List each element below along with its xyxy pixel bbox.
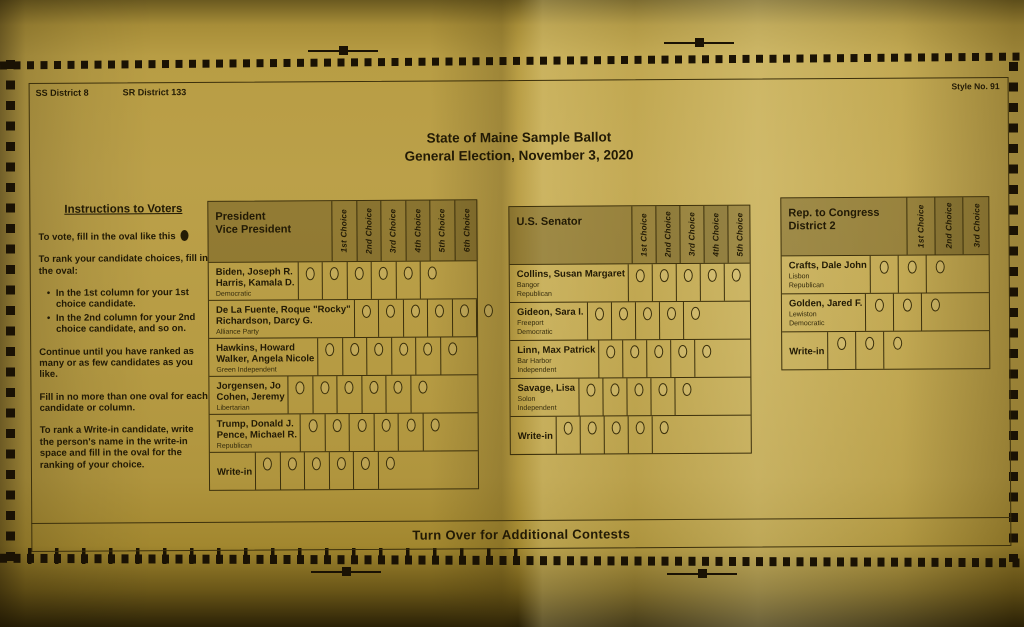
choice-column-header	[962, 197, 990, 254]
registration-mark-icon	[308, 50, 378, 52]
candidate-row	[209, 336, 477, 376]
choice-cell	[658, 302, 682, 339]
candidate-name: Linn, Max Patrick	[517, 344, 596, 357]
choice-oval-icon	[362, 305, 371, 318]
choice-oval-icon	[330, 267, 339, 280]
candidate-detail: Republican	[216, 442, 252, 450]
choice-column-header	[454, 200, 479, 260]
candidate-name-cell	[209, 376, 287, 413]
choice-oval-icon	[484, 304, 493, 317]
candidate-name: Harris, Kamala D.	[215, 277, 295, 289]
choice-oval-icon	[320, 381, 329, 394]
candidate-name: Write-in	[216, 466, 253, 478]
choice-cell	[670, 340, 694, 377]
choice-column-label: 5th Choice	[735, 212, 745, 257]
choice-cell	[674, 378, 698, 415]
choice-oval-icon	[678, 345, 687, 358]
choice-column-header	[380, 201, 405, 261]
choice-oval-icon	[610, 383, 619, 396]
choice-column-header	[631, 206, 655, 263]
choice-oval-icon	[634, 383, 643, 396]
choice-cell	[297, 262, 322, 299]
candidate-name: Write-in	[517, 430, 553, 442]
instruction-write-in: To rank a Write-in candidate, write the person's name in the write-in space and fill in the oval for the ranking of your choice.	[39, 424, 194, 471]
choice-oval-icon	[350, 343, 359, 356]
choice-cell	[578, 379, 602, 416]
choice-cell	[255, 452, 280, 489]
choice-cell	[602, 378, 626, 415]
choice-cell	[893, 294, 921, 331]
choice-oval-icon	[263, 458, 272, 471]
candidate-detail: Lewiston	[788, 311, 817, 319]
choice-cell	[312, 376, 337, 413]
timing-marks-left	[6, 60, 15, 565]
choice-column-label: 1st Choice	[916, 204, 926, 248]
registration-mark-icon	[667, 573, 737, 575]
choice-cell	[300, 414, 325, 451]
choice-cell	[353, 452, 378, 489]
candidate-row	[510, 301, 750, 340]
ss-district-label: SS District 8	[35, 87, 89, 98]
timing-marks-top	[0, 53, 1024, 70]
candidate-row	[510, 377, 750, 416]
instruction-bullet: • In the 1st column for your 1st choice candidate.	[45, 287, 209, 311]
choice-cell	[556, 417, 580, 454]
choice-oval-icon	[893, 337, 902, 350]
choice-cell	[598, 340, 622, 377]
choice-oval-icon	[404, 267, 413, 280]
candidate-name: Pence, Michael R.	[216, 429, 298, 441]
choice-oval-icon	[564, 422, 573, 435]
candidate-row	[210, 450, 478, 490]
contest-president	[207, 199, 479, 491]
office-title-line: President	[215, 210, 266, 223]
choice-cell	[610, 302, 634, 339]
instruction-vote-text: To vote, fill in the oval like this	[38, 230, 176, 243]
candidate-name: De La Fuente, Roque "Rocky"	[215, 304, 351, 316]
choice-oval-icon	[837, 337, 846, 350]
choice-cell	[652, 264, 676, 301]
instruction-bullet: • In the 2nd column for your 2nd choice candidate, and so on.	[45, 312, 209, 336]
choice-oval-icon	[630, 345, 639, 358]
candidate-name-cell	[209, 262, 298, 300]
candidate-row	[782, 254, 989, 293]
choice-oval-icon	[931, 298, 940, 311]
candidate-detail: Green Independent	[216, 366, 277, 374]
choice-oval-icon	[903, 299, 912, 312]
choice-cell	[342, 338, 367, 375]
candidate-name: Jorgensen, Jo	[216, 380, 281, 392]
choice-column-header	[356, 201, 381, 261]
candidate-row	[782, 292, 989, 331]
choice-oval-icon	[379, 267, 388, 280]
turn-over-banner: Turn Over for Additional Contests	[31, 517, 1011, 551]
choice-oval-icon	[382, 419, 391, 432]
choice-cell	[336, 376, 361, 413]
instruction-continue: Continue until you have ranked as many or as few candidates as you like.	[39, 345, 194, 381]
office-title-line: District 2	[788, 220, 836, 233]
candidate-name-cell	[209, 338, 317, 376]
contest-office-title	[781, 198, 906, 256]
instruction-rank: To rank your candidate choices, fill in the oval:	[38, 253, 208, 277]
choice-oval-icon	[345, 381, 354, 394]
candidate-name: Hawkins, Howard	[216, 342, 295, 354]
choice-oval-icon	[612, 421, 621, 434]
choice-cell	[422, 413, 447, 450]
choice-cell	[724, 264, 748, 301]
choice-cell	[427, 299, 452, 336]
choice-oval-icon	[588, 422, 597, 435]
contest-header-row	[208, 200, 476, 262]
contest-rep-congress-district2	[780, 196, 990, 370]
choice-oval-icon	[374, 343, 383, 356]
contest-header-row	[781, 197, 988, 255]
choice-column-label: 1st Choice	[639, 213, 649, 257]
choice-cell	[378, 452, 403, 489]
choice-cell	[324, 414, 349, 451]
candidate-row	[510, 263, 750, 302]
choice-cell	[329, 452, 354, 489]
choice-cell	[349, 414, 374, 451]
style-number-label: Style No. 91	[951, 81, 1000, 92]
choice-oval-icon	[357, 419, 366, 432]
choice-oval-icon	[361, 457, 370, 470]
choice-oval-icon	[732, 269, 741, 282]
choice-column-header	[429, 200, 454, 260]
choice-cell	[415, 337, 440, 374]
choice-oval-icon	[394, 381, 403, 394]
choice-column-label: 1st Choice	[339, 209, 349, 253]
choice-oval-icon	[880, 261, 889, 274]
registration-mark-icon	[311, 571, 381, 573]
choice-oval-icon	[684, 269, 693, 282]
choice-cell	[628, 416, 652, 453]
choice-oval-icon	[875, 299, 884, 312]
choice-oval-icon	[306, 267, 315, 280]
candidate-name-cell	[782, 256, 870, 294]
candidate-detail: Alliance Party	[216, 328, 259, 336]
choice-cell	[420, 261, 445, 298]
choice-cell	[452, 299, 477, 336]
choice-oval-icon	[369, 381, 378, 394]
choice-cell	[476, 299, 501, 336]
choice-oval-icon	[288, 457, 297, 470]
choice-cell	[366, 338, 391, 375]
candidate-detail: Independent	[517, 366, 557, 374]
candidate-row	[209, 260, 477, 300]
choice-oval-icon	[418, 381, 427, 394]
choice-oval-icon	[594, 307, 603, 320]
choice-cell	[626, 378, 650, 415]
choice-cell	[921, 293, 949, 330]
candidate-detail: Republican	[516, 290, 552, 298]
choice-cell	[700, 264, 724, 301]
choice-column-header	[331, 201, 356, 261]
choice-column-label: 5th Choice	[437, 208, 447, 253]
candidate-name: Gideon, Sara I.	[516, 306, 584, 319]
choice-column-header	[727, 206, 751, 263]
filled-oval-icon	[181, 230, 189, 241]
choice-oval-icon	[386, 457, 395, 470]
candidate-name: Golden, Jared F.	[788, 297, 863, 310]
candidate-detail: Libertarian	[216, 404, 250, 412]
choice-cell	[410, 376, 435, 413]
choice-oval-icon	[386, 305, 395, 318]
instructions-panel	[38, 203, 210, 482]
choice-oval-icon	[435, 304, 444, 317]
choice-oval-icon	[296, 381, 305, 394]
candidate-name-cell	[510, 303, 587, 340]
choice-cell	[403, 300, 428, 337]
candidate-name-cell	[209, 300, 354, 338]
choice-oval-icon	[411, 305, 420, 318]
choice-column-label: 3rd Choice	[687, 212, 697, 257]
candidate-name-cell	[782, 332, 827, 369]
ballot-title	[30, 126, 1008, 168]
candidate-name: Savage, Lisa	[517, 382, 576, 395]
choice-oval-icon	[312, 457, 321, 470]
candidate-name-cell	[210, 414, 300, 452]
choice-oval-icon	[618, 307, 627, 320]
choice-oval-icon	[428, 267, 437, 280]
choice-cell	[322, 262, 347, 299]
candidate-name-cell	[210, 453, 255, 490]
district-labels	[36, 87, 221, 98]
choice-oval-icon	[936, 260, 945, 273]
choice-cell	[398, 414, 423, 451]
choice-oval-icon	[308, 419, 317, 432]
choice-oval-icon	[865, 337, 874, 350]
candidate-detail: Lisbon	[788, 273, 810, 281]
candidate-name: Walker, Angela Nicole	[216, 353, 315, 365]
candidate-name: Cohen, Jeremy	[216, 391, 285, 403]
candidate-row	[511, 415, 751, 454]
choice-oval-icon	[337, 457, 346, 470]
choice-cell	[586, 302, 610, 339]
choice-cell	[870, 256, 898, 293]
candidate-name-cell	[510, 341, 598, 379]
choice-column-header	[679, 206, 703, 263]
candidate-detail: Democratic	[517, 328, 553, 336]
choice-oval-icon	[406, 419, 415, 432]
choice-oval-icon	[702, 345, 711, 358]
choice-oval-icon	[708, 269, 717, 282]
choice-oval-icon	[355, 267, 364, 280]
choice-cell	[628, 264, 652, 301]
candidate-name: Trump, Donald J.	[216, 418, 294, 430]
candidate-detail: Republican	[788, 282, 824, 290]
candidate-detail: Bangor	[516, 281, 540, 289]
choice-column-label: 2nd Choice	[364, 207, 374, 255]
choice-cell	[898, 256, 926, 293]
choice-oval-icon	[682, 383, 691, 396]
candidate-detail: Democratic	[789, 320, 825, 328]
candidate-name: Crafts, Dale John	[788, 259, 867, 272]
choice-column-header	[906, 197, 934, 254]
choice-column-label: 6th Choice	[462, 208, 472, 253]
candidate-row	[210, 412, 478, 452]
candidate-row	[782, 330, 989, 369]
registration-mark-icon	[664, 42, 734, 44]
choice-cell	[855, 332, 883, 369]
contest-us-senator	[508, 205, 752, 455]
choice-column-label: 3rd Choice	[388, 208, 398, 253]
sr-district-label: SR District 133	[122, 87, 187, 98]
ballot-title-line1: State of Maine Sample Ballot	[426, 129, 612, 146]
choice-cell	[646, 340, 670, 377]
candidate-detail: Freeport	[517, 319, 544, 327]
choice-column-header	[703, 206, 727, 263]
choice-column-label: 4th Choice	[711, 212, 721, 257]
choice-oval-icon	[399, 343, 408, 356]
choice-cell	[694, 340, 718, 377]
ballot-area	[29, 77, 1012, 552]
choice-oval-icon	[333, 419, 342, 432]
choice-oval-icon	[636, 421, 645, 434]
choice-oval-icon	[423, 343, 432, 356]
choice-oval-icon	[660, 421, 669, 434]
choice-oval-icon	[658, 383, 667, 396]
instructions-title: Instructions to Voters	[64, 203, 183, 216]
choice-oval-icon	[606, 345, 615, 358]
choice-cell	[676, 264, 700, 301]
choice-column-label: 3rd Choice	[972, 203, 982, 248]
candidate-detail: Democratic	[215, 290, 252, 298]
choice-cell	[440, 337, 465, 374]
choice-oval-icon	[908, 261, 917, 274]
choice-oval-icon	[660, 269, 669, 282]
candidate-name-cell	[782, 294, 866, 332]
instructions-bullets	[45, 287, 209, 336]
contest-office-title	[509, 206, 631, 264]
choice-oval-icon	[460, 304, 469, 317]
choice-column-label: 2nd Choice	[944, 202, 954, 249]
office-title-line: Vice President	[215, 223, 292, 237]
candidate-name: Collins, Susan Margaret	[516, 268, 626, 281]
choice-oval-icon	[325, 343, 334, 356]
choice-oval-icon	[666, 307, 675, 320]
candidate-row	[209, 374, 477, 414]
choice-oval-icon	[642, 307, 651, 320]
candidate-name: Write-in	[789, 345, 825, 357]
ballot-title-line2: General Election, November 3, 2020	[404, 147, 634, 164]
choice-cell	[926, 255, 954, 292]
choice-oval-icon	[690, 307, 699, 320]
choice-oval-icon	[448, 342, 457, 355]
choice-cell	[580, 416, 604, 453]
choice-cell	[682, 302, 706, 339]
candidate-name: Richardson, Darcy G.	[216, 315, 313, 327]
candidate-name-cell	[510, 379, 578, 416]
choice-cell	[827, 332, 855, 369]
choice-cell	[371, 262, 396, 299]
choice-cell	[287, 376, 312, 413]
choice-cell	[652, 416, 676, 453]
candidate-row	[510, 339, 750, 378]
candidate-name-cell	[511, 417, 556, 454]
choice-cell	[622, 340, 646, 377]
choice-cell	[373, 414, 398, 451]
choice-column-header	[934, 197, 962, 254]
choice-cell	[361, 376, 386, 413]
choice-column-header	[405, 201, 430, 261]
choice-cell	[634, 302, 658, 339]
choice-cell	[391, 338, 416, 375]
instruction-vote	[38, 230, 208, 243]
candidate-row	[209, 298, 477, 338]
choice-cell	[650, 378, 674, 415]
contest-office-title	[208, 201, 331, 262]
choice-column-header	[655, 206, 679, 263]
choice-cell	[304, 452, 329, 489]
candidate-detail: Bar Harbor	[517, 357, 552, 365]
office-title-line: U.S. Senator	[516, 215, 582, 229]
choice-oval-icon	[431, 418, 440, 431]
candidate-name-cell	[510, 264, 628, 302]
choice-oval-icon	[654, 345, 663, 358]
choice-column-label: 4th Choice	[413, 208, 423, 253]
choice-cell	[346, 262, 371, 299]
choice-cell	[385, 376, 410, 413]
contest-header-row	[509, 206, 749, 264]
candidate-detail: Independent	[517, 404, 557, 412]
instruction-one-oval: Fill in no more than one oval for each candidate or column.	[39, 390, 208, 415]
office-title-line: Rep. to Congress	[788, 206, 880, 220]
choice-cell	[395, 262, 420, 299]
choice-column-label: 2nd Choice	[663, 211, 673, 258]
choice-cell	[604, 416, 628, 453]
choice-oval-icon	[586, 384, 595, 397]
choice-cell	[317, 338, 342, 375]
choice-cell	[354, 300, 379, 337]
choice-cell	[378, 300, 403, 337]
choice-cell	[883, 332, 911, 369]
choice-cell	[865, 294, 893, 331]
choice-oval-icon	[636, 269, 645, 282]
candidate-name: Biden, Joseph R.	[215, 266, 293, 278]
choice-cell	[280, 452, 305, 489]
candidate-detail: Solon	[517, 395, 536, 403]
